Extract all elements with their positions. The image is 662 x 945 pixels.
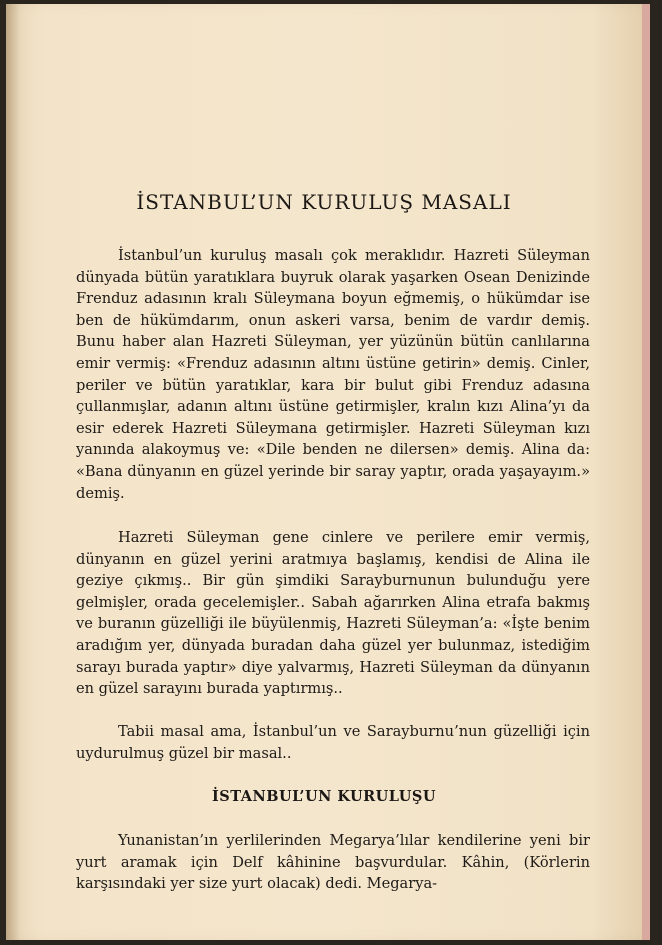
paragraph-3: Tabii masal ama, İstanbul’un ve Sarayburnu’nun güzelliği için uydurulmuş güzel bir masal.. [76, 723, 590, 762]
paragraph-1: İstanbul’un kuruluş masalı çok meraklıdır. Hazreti Süleyman dünyada bütün yaratıklara buyruk olarak yaşarken Osean Denizinde Frenduz adasının kralı Süleymana boyun eğmemiş, o hükümdar ise ben de hükümdarım, onun askeri varsa, benim de vardır demiş. Bunu haber alan Hazreti Süleyman, yer yüzünün bütün canlılarına emir vermiş: «Frenduz adasının altını üstüne getirin» demiş. Cinler, periler ve bütün yaratıklar, kara bir bulut gibi Frenduz adasına çullanmışlar, adanın altını üstüne getirmişler, kralın kızı Alina’yı da esir ederek Hazreti Süleymana getirmişler. Hazreti Süleyman kızı yanında alakoymuş ve: «Dile benden ne dilersen» demiş. Alina da: «Bana dünyanın en güzel yerinde bir saray yaptır, orada yaşayayım.» demiş. [76, 247, 590, 502]
closing-paragraph: Yunanistan’ın yerlilerinden Megarya’lılar kendilerine yeni bir yurt aramak için Delf kâhinine başvurdular. Kâhin, (Körlerin karşısındaki yer size yurt olacak) dedi. Megarya- [76, 832, 590, 893]
chapter-title: İSTANBUL’UN KURULUŞ MASALI [136, 190, 512, 214]
section-subtitle: İSTANBUL’UN KURULUŞU [212, 788, 436, 805]
paragraph-2: Hazreti Süleyman gene cinlere ve perilere emir vermiş, dünyanın en güzel yerini aratmıya başlamış, kendisi de Alina ile geziye çıkmış.. Bir gün şimdiki Sarayburnunun bulunduğu yere gelmişler, orada gecelemişler.. Sabah ağarırken Alina etrafa bakmış ve buranın güzelliği ile büyülenmiş, Hazreti Süleyman’a: «İşte benim aradığım yer, dünyada buradan daha güzel yer bulunmaz, istediğim sarayı burada yaptır» diye yalvarmış, Hazreti Süleyman da dünyanın en güzel sarayını burada yaptırmış.. [76, 529, 590, 698]
book-page [6, 4, 650, 940]
